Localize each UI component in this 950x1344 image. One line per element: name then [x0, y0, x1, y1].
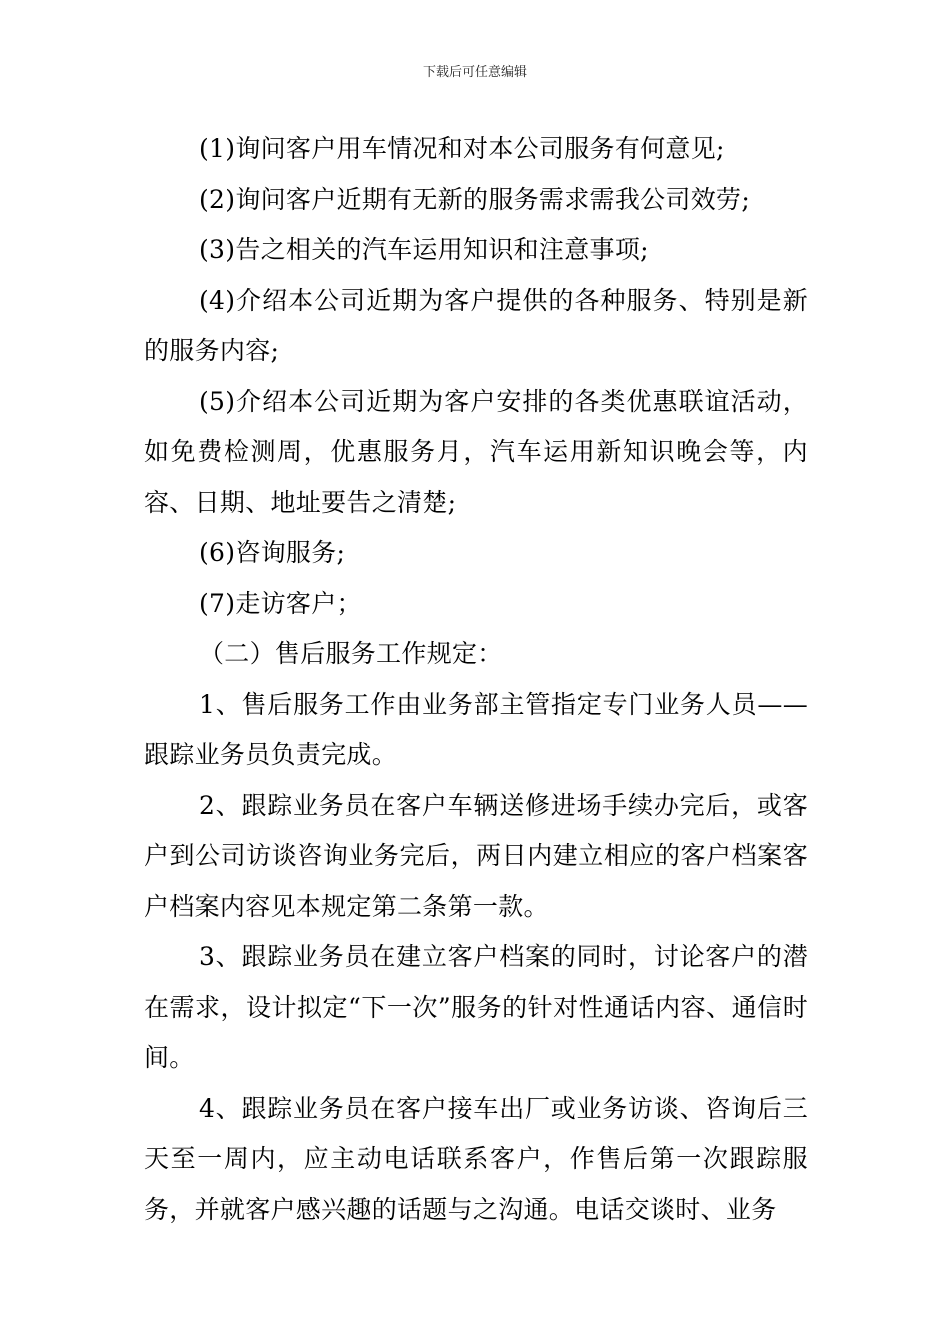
- paragraph-item-4: (4)介绍本公司近期为客户提供的各种服务、特别是新的服务内容;: [144, 285, 808, 365]
- rule-paragraph-2: 2、跟踪业务员在客户车辆送修进场手续办完后，或客户到公司访谈咨询业务完后，两日内建立相应的客户档案客户档案内容见本规定第二条第一款。: [144, 790, 808, 921]
- paragraph-item-6: (6)咨询服务;: [199, 538, 346, 567]
- paragraph-item-7: (7)走访客户；: [199, 588, 362, 618]
- paragraph-item-2: (2)询问客户近期有无新的服务需求需我公司效劳;: [199, 184, 751, 214]
- document-body: [144, 124, 808, 1235]
- rule-paragraph-4: 4、跟踪业务员在客户接车出厂或业务访谈、咨询后三天至一周内，应主动电话联系客户，作售后第一次跟踪服务，并就客户感兴趣的话题与之沟通。电话交谈时、业务: [144, 1093, 808, 1224]
- section-heading-after-sales-rules: （二）售后服务工作规定：: [199, 639, 503, 668]
- page-header-note: 下载后可任意编辑: [422, 65, 527, 80]
- paragraph-item-1: (1)询问客户用车情况和对本公司服务有何意见;: [199, 134, 725, 163]
- paragraph-item-3: (3)告之相关的汽车运用知识和注意事项;: [199, 235, 649, 264]
- rule-paragraph-3: 3、跟踪业务员在建立客户档案的同时，讨论客户的潜在需求，设计拟定“下一次”服务的针对性通话内容、通信时间。: [144, 942, 808, 1072]
- paragraph-item-5: (5)介绍本公司近期为客户安排的各类优惠联谊活动，如免费检测周，优惠服务月，汽车运用新知识晚会等，内容、日期、地址要告之清楚;: [144, 386, 808, 517]
- rule-paragraph-1: 1、售后服务工作由业务部主管指定专门业务人员——跟踪业务员负责完成。: [144, 689, 808, 769]
